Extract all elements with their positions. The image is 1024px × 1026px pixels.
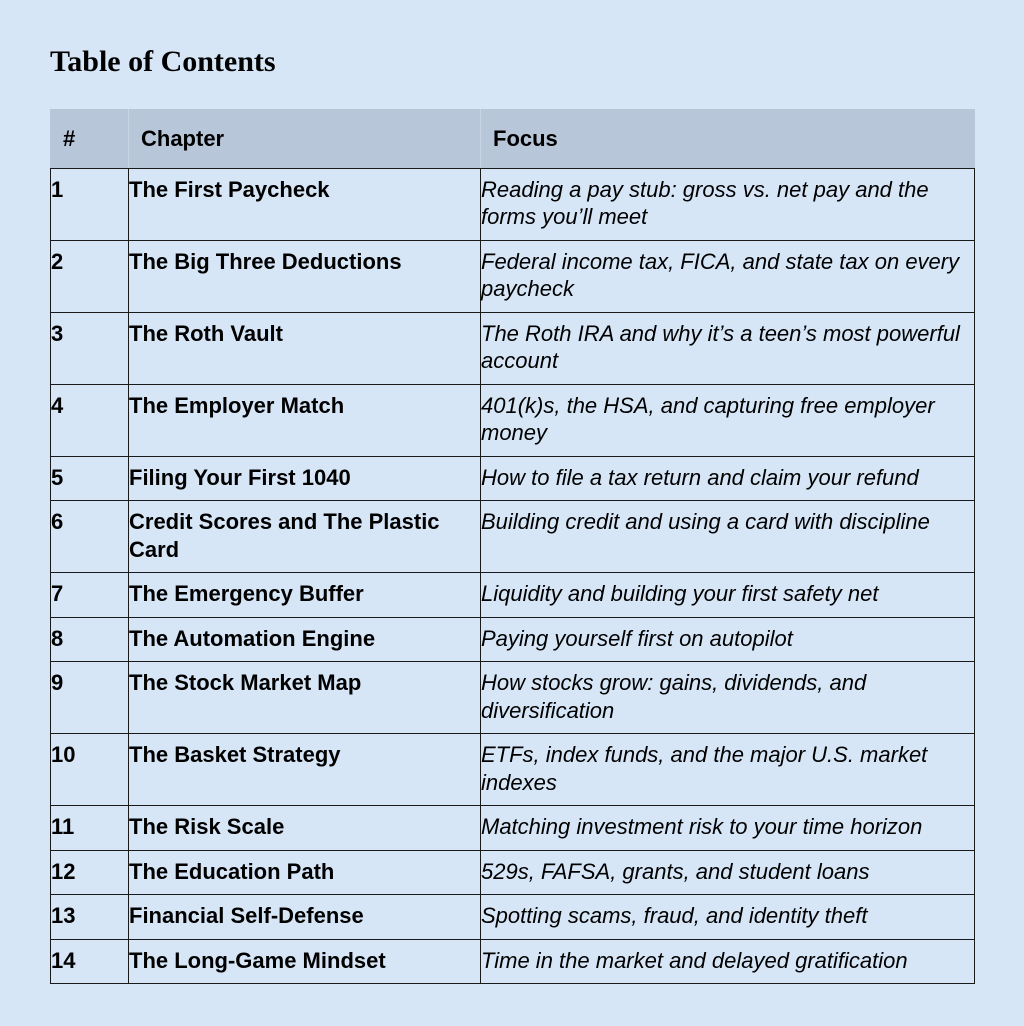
table-row bbox=[51, 240, 975, 312]
chapter-focus: Paying yourself first on autopilot bbox=[481, 617, 975, 662]
chapter-focus: Liquidity and building your first safety net bbox=[481, 573, 975, 618]
chapter-number: 2 bbox=[51, 240, 129, 312]
chapter-number: 6 bbox=[51, 501, 129, 573]
chapter-title: The Emergency Buffer bbox=[129, 573, 481, 618]
toc-table bbox=[50, 109, 975, 984]
chapter-title: The Automation Engine bbox=[129, 617, 481, 662]
table-row bbox=[51, 312, 975, 384]
chapter-title: The Big Three Deductions bbox=[129, 240, 481, 312]
table-row bbox=[51, 850, 975, 895]
chapter-focus: Spotting scams, fraud, and identity theft bbox=[481, 895, 975, 940]
page-title: Table of Contents bbox=[50, 45, 276, 78]
chapter-focus: The Roth IRA and why it’s a teen’s most powerful account bbox=[481, 312, 975, 384]
chapter-title: Filing Your First 1040 bbox=[129, 456, 481, 501]
chapter-title: The Basket Strategy bbox=[129, 734, 481, 806]
chapter-number: 11 bbox=[51, 806, 129, 851]
chapter-focus: Building credit and using a card with discipline bbox=[481, 501, 975, 573]
table-row bbox=[51, 384, 975, 456]
table-row bbox=[51, 734, 975, 806]
table-row bbox=[51, 456, 975, 501]
table-row bbox=[51, 939, 975, 984]
chapter-title: The Employer Match bbox=[129, 384, 481, 456]
table-row bbox=[51, 895, 975, 940]
table-row bbox=[51, 168, 975, 240]
table-row bbox=[51, 617, 975, 662]
chapter-number: 10 bbox=[51, 734, 129, 806]
chapter-title: The Stock Market Map bbox=[129, 662, 481, 734]
chapter-number: 13 bbox=[51, 895, 129, 940]
chapter-number: 12 bbox=[51, 850, 129, 895]
chapter-number: 7 bbox=[51, 573, 129, 618]
table-row bbox=[51, 573, 975, 618]
chapter-focus: Federal income tax, FICA, and state tax on every paycheck bbox=[481, 240, 975, 312]
chapter-focus: Matching investment risk to your time horizon bbox=[481, 806, 975, 851]
chapter-title: Financial Self-Defense bbox=[129, 895, 481, 940]
column-header-chapter: Chapter bbox=[129, 109, 481, 168]
chapter-number: 9 bbox=[51, 662, 129, 734]
chapter-number: 1 bbox=[51, 168, 129, 240]
chapter-number: 4 bbox=[51, 384, 129, 456]
chapter-title: The Education Path bbox=[129, 850, 481, 895]
table-header-row bbox=[51, 109, 975, 168]
chapter-number: 3 bbox=[51, 312, 129, 384]
chapter-focus: How to file a tax return and claim your refund bbox=[481, 456, 975, 501]
chapter-number: 5 bbox=[51, 456, 129, 501]
chapter-title: The Risk Scale bbox=[129, 806, 481, 851]
table-row bbox=[51, 501, 975, 573]
chapter-title: The First Paycheck bbox=[129, 168, 481, 240]
chapter-focus: 401(k)s, the HSA, and capturing free employer money bbox=[481, 384, 975, 456]
column-header-number: # bbox=[51, 109, 129, 168]
chapter-focus: ETFs, index funds, and the major U.S. market indexes bbox=[481, 734, 975, 806]
chapter-number: 8 bbox=[51, 617, 129, 662]
chapter-number: 14 bbox=[51, 939, 129, 984]
chapter-title: The Long-Game Mindset bbox=[129, 939, 481, 984]
column-header-focus: Focus bbox=[481, 109, 975, 168]
chapter-title: Credit Scores and The Plastic Card bbox=[129, 501, 481, 573]
chapter-focus: How stocks grow: gains, dividends, and diversification bbox=[481, 662, 975, 734]
chapter-focus: Time in the market and delayed gratification bbox=[481, 939, 975, 984]
table-row bbox=[51, 662, 975, 734]
chapter-title: The Roth Vault bbox=[129, 312, 481, 384]
chapter-focus: Reading a pay stub: gross vs. net pay and the forms you’ll meet bbox=[481, 168, 975, 240]
table-row bbox=[51, 806, 975, 851]
chapter-focus: 529s, FAFSA, grants, and student loans bbox=[481, 850, 975, 895]
